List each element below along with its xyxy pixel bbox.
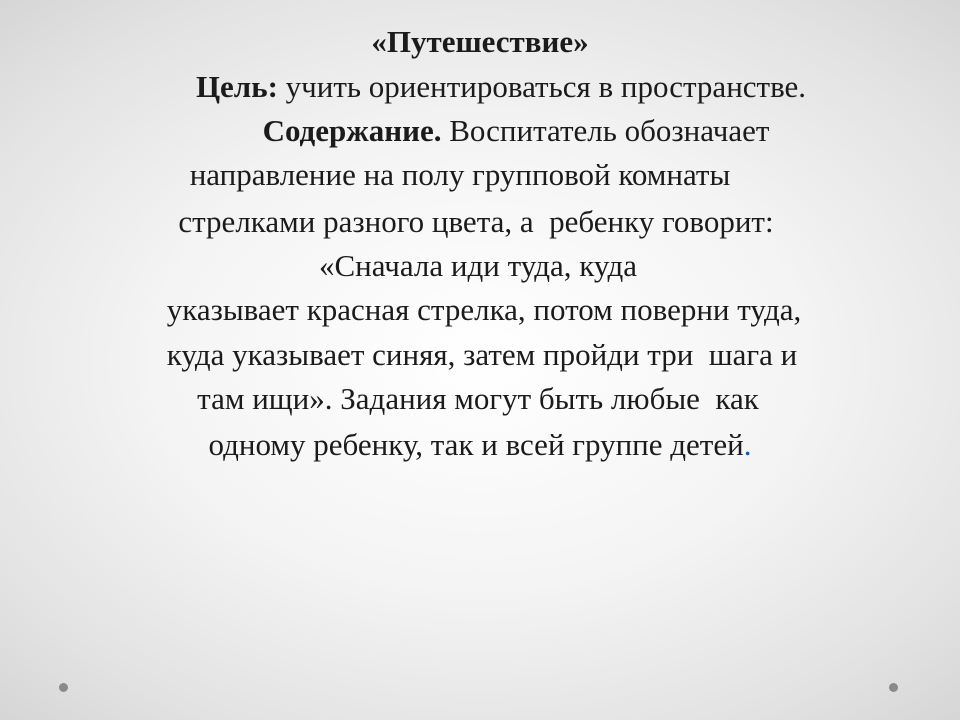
content-line-7: там ищи». Задания могут быть любые как	[197, 381, 759, 416]
content-line-8-text: одному ребенку, так и всей группе детей	[208, 427, 744, 462]
content-line-1	[0, 113, 960, 149]
content-line-1-text: Воспитатель обозначает	[441, 113, 770, 148]
right-bullet-dot	[889, 683, 898, 692]
left-bullet-dot	[59, 683, 68, 692]
goal-text: учить ориентироваться в пространстве.	[277, 69, 807, 104]
content-line-6: куда указывает синяя, затем пройди три шага и	[166, 337, 798, 372]
goal-label: Цель:	[195, 69, 278, 104]
content-line-2: направление на полу групповой комнаты	[189, 157, 731, 192]
content-line-4: «Сначала иди туда, куда	[318, 248, 637, 283]
content-line-8	[0, 427, 960, 463]
slide-title: «Путешествие»	[371, 24, 589, 59]
content-line-3: стрелками разного цвета, а ребенку говорит:	[178, 204, 774, 239]
final-period: .	[743, 427, 752, 462]
content-line-5: указывает красная стрелка, потом поверни туда,	[166, 292, 802, 327]
goal-line	[0, 69, 960, 105]
content-label: Содержание.	[262, 113, 442, 148]
